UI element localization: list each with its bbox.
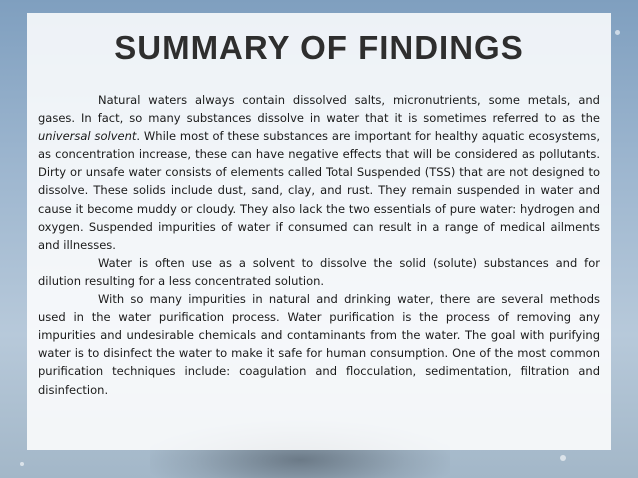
paragraph-dissolved-substances — [38, 91, 600, 254]
water-droplet — [20, 462, 24, 466]
paragraph-purification: With so many impurities in natural and drinking water, there are several methods used in the water purification process. Water purification is the process of removing any impurities and undesirable chemicals and contaminants from the water. The goal with purifying water is to disinfect the water to make it safe for human consumption. One of the most common purification techniques include: coagulation and flocculation, sedimentation, filtration and disinfection. — [38, 292, 600, 397]
paragraph-1-start: Natural waters always contain dissolved salts, micronutrients, some metals, and gases. In fact, so many substances dissolve in water that it is sometimes referred to as the — [38, 93, 600, 126]
slide-title: SUMMARY OF FINDINGS — [114, 29, 524, 66]
paragraph-1-end: . While most of these substances are important for healthy aquatic ecosystems, as concentration increase, these can have negative effects that will be considered as pollutants. Dirty or unsafe water consists of elements called Total Suspended (TSS) that are not designed to dissolve. These solids include dust, sand, clay, and rust. They remain suspended in water and cause it become muddy or cloudy. They also lack the two essentials of pure water: hydrogen and oxygen. Suspended impurities of water if consumed can result in a range of medical ailments and illnesses. — [38, 129, 601, 252]
findings-text — [38, 91, 600, 399]
universal-solvent-term: universal solvent — [38, 129, 137, 144]
water-droplet — [560, 455, 566, 461]
paragraph-solvent: Water is often use as a solvent to dissolve the solid (solute) substances and for dilution resulting for a less concentrated solution. — [38, 255, 600, 288]
